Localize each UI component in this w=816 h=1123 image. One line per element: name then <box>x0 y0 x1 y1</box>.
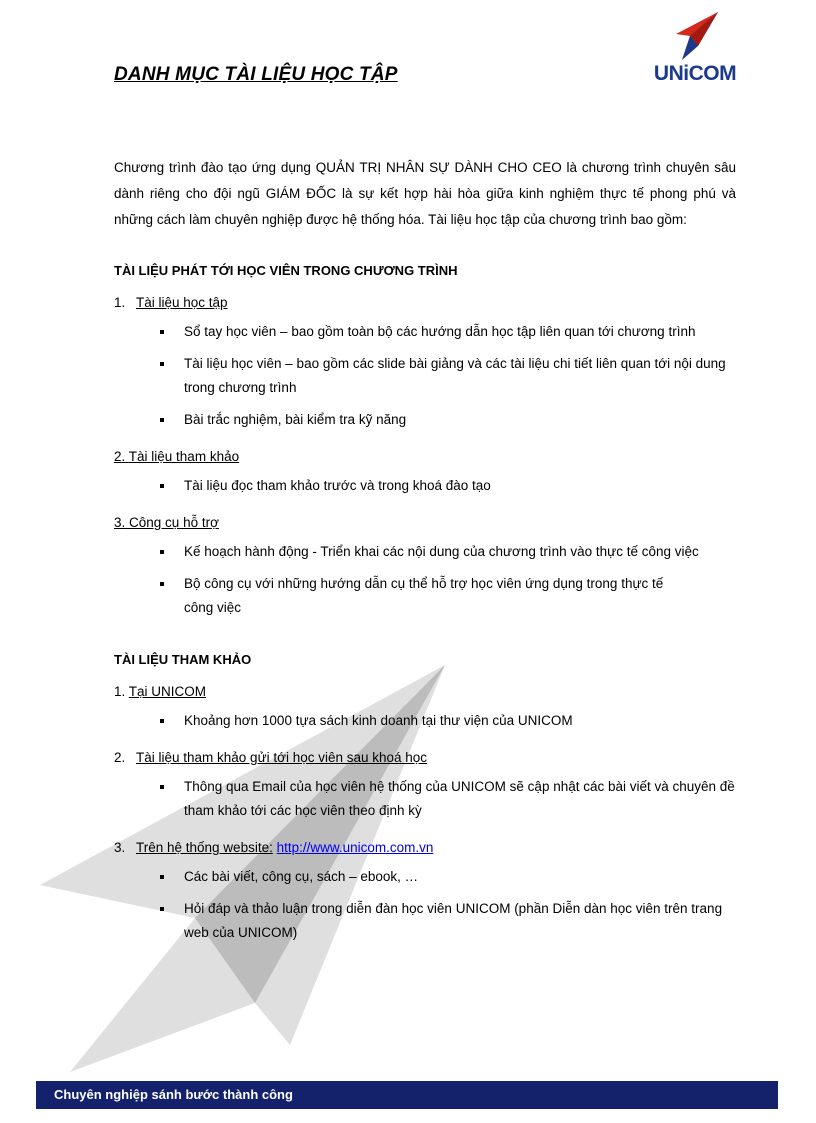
subhead-number: 3. <box>114 840 126 855</box>
section-heading-references: TÀI LIỆU THAM KHẢO <box>114 652 252 667</box>
subhead-post-course-materials <box>114 749 736 767</box>
list-item-text: Các bài viết, công cụ, sách – ebook, … <box>184 869 419 884</box>
paper-plane-icon <box>672 10 720 62</box>
subhead-number: 3. <box>114 515 126 530</box>
subhead-label <box>114 515 219 530</box>
subhead-label: Tài liệu tham khảo gửi tới học viên sau khoá học <box>136 750 428 765</box>
bullet-list <box>114 320 736 432</box>
list-item-text: Sổ tay học viên – bao gồm toàn bộ các hướng dẫn học tập liên quan tới chương trình <box>184 324 696 339</box>
list-item <box>114 474 736 498</box>
logo-text: UNiCOM <box>653 62 737 85</box>
bullet-icon <box>160 719 164 723</box>
subhead-label <box>114 449 239 464</box>
section-heading-materials: TÀI LIỆU PHÁT TỚI HỌC VIÊN TRONG CHƯƠNG TRÌNH <box>114 263 458 278</box>
subhead-title: Công cụ hỗ trợ <box>129 515 219 530</box>
bullet-icon <box>160 550 164 554</box>
subhead-label: Tại UNICOM <box>128 684 207 699</box>
list-item <box>114 352 736 400</box>
subhead-number: 1. <box>114 295 126 310</box>
list-item <box>114 540 736 564</box>
subhead-label: Trên hệ thống website: <box>136 840 273 855</box>
bullet-icon <box>160 582 164 586</box>
page-title: DANH MỤC TÀI LIỆU HỌC TẬP <box>114 64 398 85</box>
bullet-icon <box>160 362 164 366</box>
list-item-text: Tài liệu học viên – bao gồm các slide bài giảng và các tài liệu chi tiết liên quan tới nội dung trong chương trình <box>184 356 726 395</box>
footer-tagline: Chuyên nghiệp sánh bước thành công <box>54 1087 293 1102</box>
list-item <box>114 320 736 344</box>
list-item-text: Tài liệu đọc tham khảo trước và trong khoá đào tạo <box>184 478 491 493</box>
bullet-icon <box>160 785 164 789</box>
list-item-text: Khoảng hơn 1000 tựa sách kinh doanh tại thư viện của UNICOM <box>184 713 573 728</box>
footer-banner <box>36 1081 778 1109</box>
intro-paragraph: Chương trình đào tạo ứng dụng QUẢN TRỊ NHÂN SỰ DÀNH CHO CEO là chương trình chuyên sâu dành riêng cho đội ngũ GIÁM ĐỐC là sự kết hợp hài hòa giữa kinh nghiệm thực tế phong phú và những cách làm chuyên nghiệp được hệ thống hóa. Tài liệu học tập của chương trình bao gồm: <box>114 160 736 227</box>
bullet-icon <box>160 907 164 911</box>
list-item <box>114 897 736 945</box>
bullet-list <box>114 474 736 498</box>
list-item-text: Bộ công cụ với những hướng dẫn cụ thể hỗ trợ học viên ứng dụng trong thực tế công việc <box>184 576 664 615</box>
subhead-number: 2. <box>114 449 126 464</box>
list-item-text: Hỏi đáp và thảo luận trong diễn đàn học viên UNICOM (phần Diễn dàn học viên trên trang web của UNICOM) <box>184 901 723 940</box>
subhead-number: 1. <box>114 684 126 699</box>
bullet-icon <box>160 484 164 488</box>
unicom-logo <box>650 10 740 90</box>
subhead-number: 2. <box>114 750 126 765</box>
list-item <box>114 775 736 823</box>
bullet-icon <box>160 875 164 879</box>
list-item-text: Kế hoạch hành động - Triển khai các nội dung của chương trình vào thực tế công việc <box>184 544 699 559</box>
list-item <box>114 408 736 432</box>
subhead-support-tools <box>114 514 736 532</box>
subhead-reference-materials <box>114 448 736 466</box>
subhead-website <box>114 839 736 857</box>
subhead-label: Tài liệu học tập <box>136 295 228 310</box>
bullet-icon <box>160 330 164 334</box>
document-body <box>114 155 736 945</box>
list-item <box>114 709 736 733</box>
subhead-at-unicom <box>114 683 736 701</box>
list-item-text: Bài trắc nghiệm, bài kiểm tra kỹ năng <box>184 412 407 427</box>
subhead-title: Tài liệu tham khảo <box>128 449 240 464</box>
bullet-list <box>114 865 736 945</box>
bullet-list <box>114 540 736 620</box>
website-link[interactable]: http://www.unicom.com.vn <box>276 840 434 855</box>
list-item <box>114 572 736 620</box>
subhead-study-materials <box>114 294 736 312</box>
list-item-text: Thông qua Email của học viên hệ thống của UNICOM sẽ cập nhật các bài viết và chuyên đề tham khảo tới các học viên theo định kỳ <box>184 779 735 818</box>
list-item <box>114 865 736 889</box>
bullet-list <box>114 709 736 733</box>
bullet-list <box>114 775 736 823</box>
bullet-icon <box>160 418 164 422</box>
